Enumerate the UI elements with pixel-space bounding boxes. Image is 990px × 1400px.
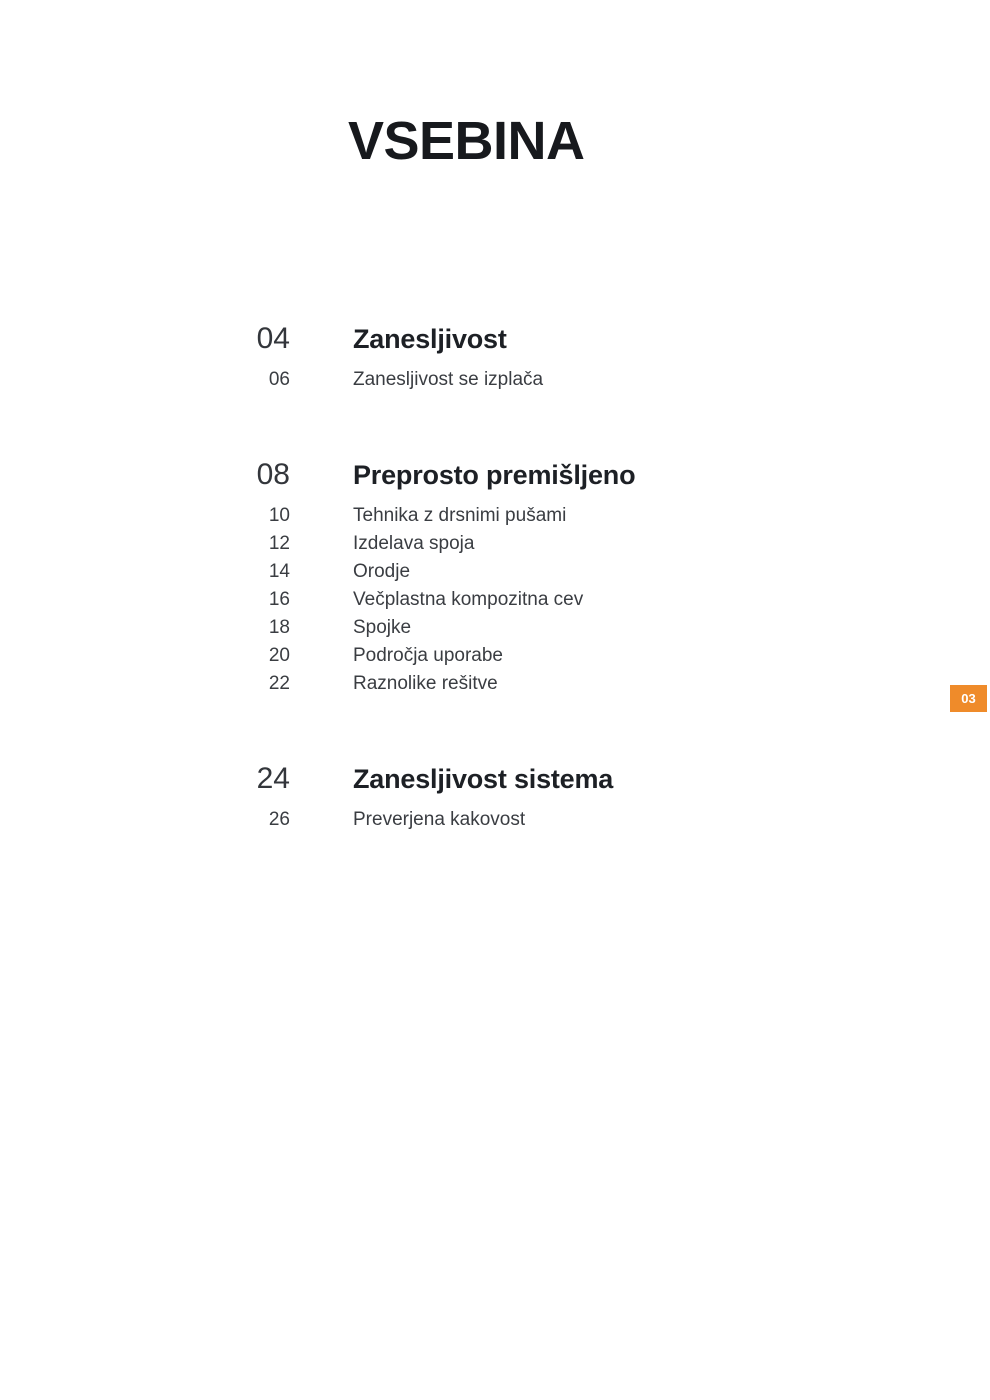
toc-entry-title: Večplastna kompozitna cev [353, 589, 584, 610]
page-title: VSEBINA [348, 111, 585, 171]
toc-entry-page-number: 18 [268, 617, 290, 638]
toc-entry-row[interactable] [200, 530, 820, 558]
toc-entry-row[interactable] [200, 806, 820, 834]
toc-entry-row[interactable] [200, 670, 820, 698]
toc-heading-page-number: 08 [256, 458, 290, 491]
toc-heading-title: Preprosto premišljeno [353, 460, 636, 490]
toc-entry-page-number: 10 [268, 505, 290, 526]
toc-entry-title: Spojke [353, 617, 412, 638]
toc-entry-title: Orodje [353, 561, 411, 582]
toc-heading-page-number: 04 [256, 322, 290, 355]
toc-entry-title: Področja uporabe [353, 645, 503, 666]
toc-entry-page-number: 20 [268, 645, 290, 666]
toc-entry-row[interactable] [200, 502, 820, 530]
toc-heading-page-number: 24 [256, 762, 290, 795]
toc-entry-row[interactable] [200, 642, 820, 670]
toc-entry-page-number: 16 [268, 589, 290, 610]
toc-heading-title: Zanesljivost [353, 324, 507, 354]
toc-entry-page-number: 22 [268, 673, 290, 694]
toc-heading-title: Zanesljivost sistema [353, 764, 614, 794]
toc-entry-page-number: 12 [268, 533, 290, 554]
toc-section [200, 456, 820, 698]
toc-heading-row[interactable] [200, 456, 820, 494]
toc-entry-page-number: 26 [268, 809, 290, 830]
toc-heading-row[interactable] [200, 320, 820, 358]
toc-entry-title: Tehnika z drsnimi pušami [353, 505, 567, 526]
toc-entry-title: Raznolike rešitve [353, 673, 498, 694]
toc-entry-title: Preverjena kakovost [353, 809, 526, 830]
page-number-badge-label: 03 [961, 691, 976, 706]
toc-entry-row[interactable] [200, 558, 820, 586]
toc-section [200, 760, 820, 834]
toc-entry-row[interactable] [200, 366, 820, 394]
page-number-badge [950, 685, 987, 712]
toc-entry-row[interactable] [200, 586, 820, 614]
toc-entry-title: Zanesljivost se izplača [353, 369, 544, 390]
table-of-contents [200, 320, 820, 834]
toc-entry-page-number: 14 [268, 561, 290, 582]
toc-section [200, 320, 820, 394]
toc-entry-page-number: 06 [268, 369, 290, 390]
toc-entry-row[interactable] [200, 614, 820, 642]
toc-entry-title: Izdelava spoja [353, 533, 475, 554]
toc-heading-row[interactable] [200, 760, 820, 798]
